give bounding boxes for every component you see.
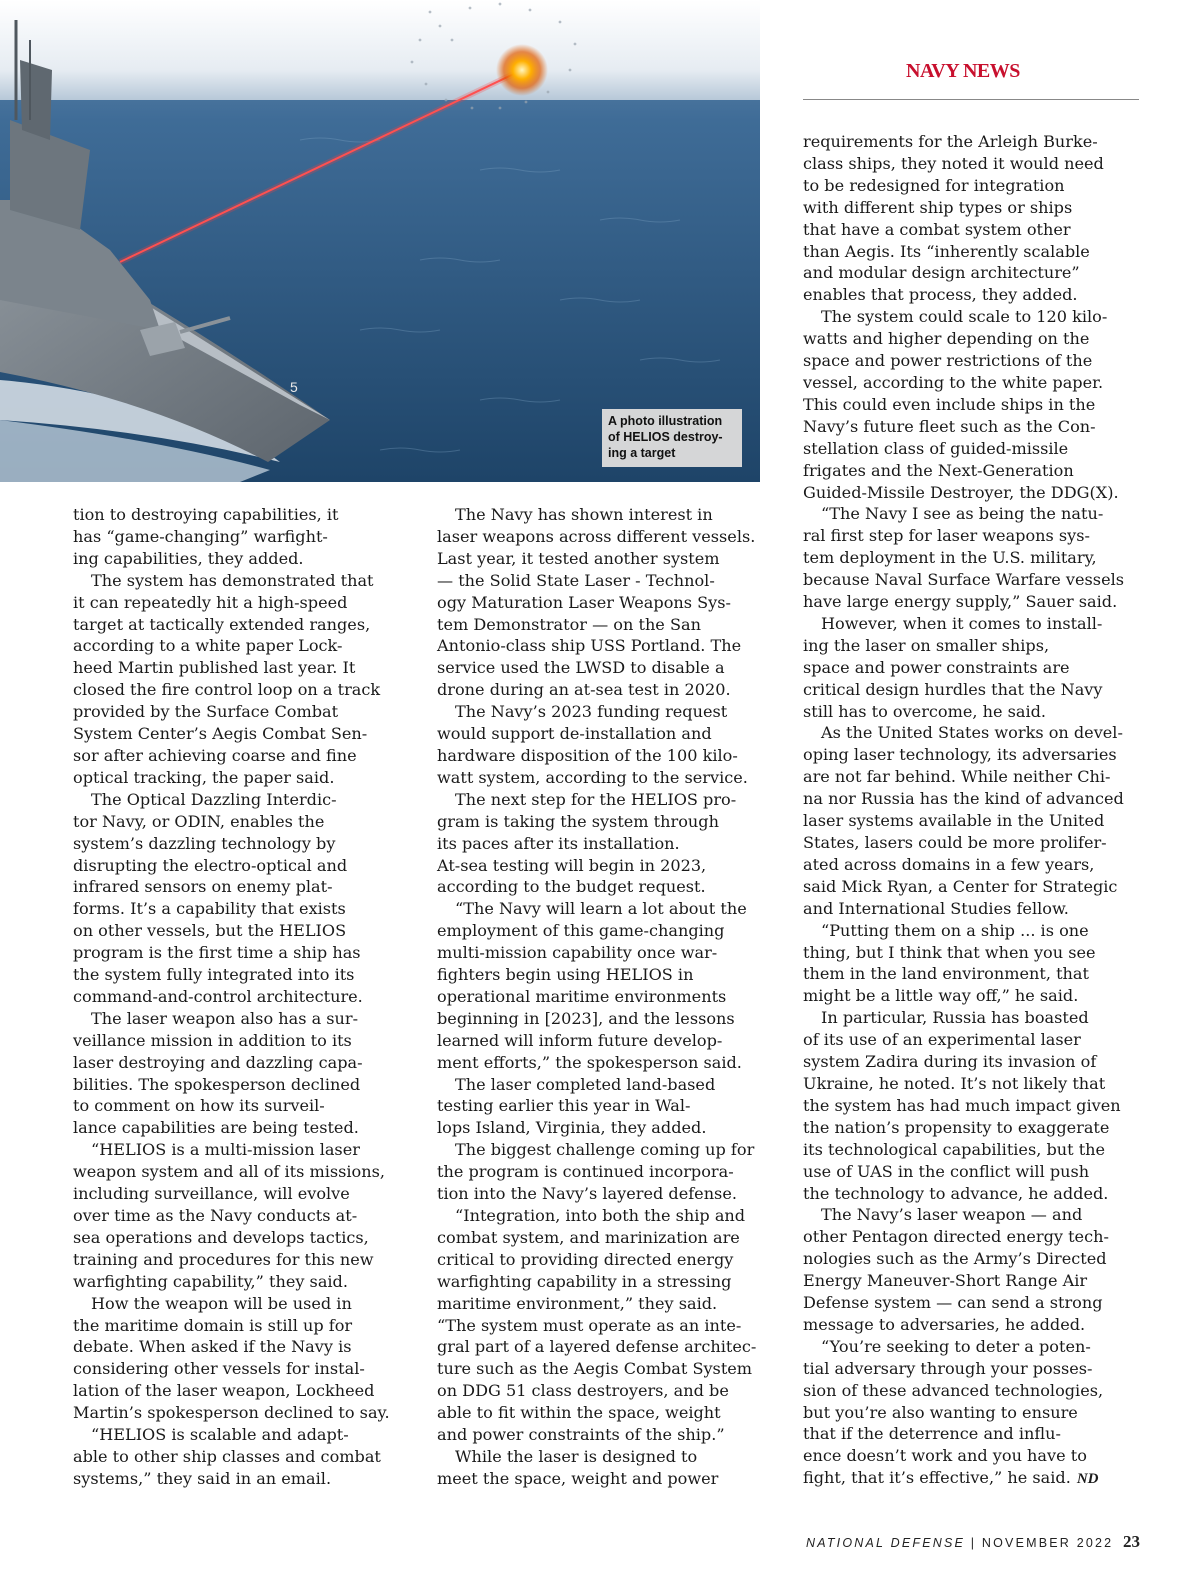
explosion	[496, 44, 548, 96]
paragraph: “HELIOS is a multi-mission laser weapon system and all of its missions, including surveillance, will evolve over time as the Navy conducts at- sea operations and develops tactics, training and procedures for this new warfighting capability,” they said.	[73, 1140, 385, 1291]
photo-caption	[602, 409, 742, 467]
paragraph: However, when it comes to install- ing the laser on smaller ships, space and power constraints are critical design hurdles that the Navy still has to overcome, he said.	[803, 613, 1103, 721]
paragraph: The biggest challenge coming up for the program is continued incorpora- tion into the Navy’s layered defense.	[437, 1140, 755, 1204]
section-divider	[803, 99, 1139, 100]
paragraph: The laser completed land-based testing earlier this year in Wal- lops Island, Virginia, they added.	[437, 1074, 716, 1138]
paragraph: The next step for the HELIOS pro- gram is taking the system through its paces after its installation. At-sea testing will begin in 2023, according to the budget request.	[437, 789, 737, 897]
hull-number: 5	[290, 379, 298, 395]
paragraph: requirements for the Arleigh Burke- class ships, they noted it would need to be redesigned for integration with different ship types or ships that have a combat system other than Aegis. Its “inherently scalable and modular design architecture” enables that process, they added.	[803, 132, 1104, 305]
paragraph-text: “You’re seeking to deter a poten- tial adversary through your posses- sion of these advanced technologies, but you’re also wanting to ensure that if the deterrence and influ- ence doesn’t work and you have to fight, that it’s effective,” he said.	[803, 1336, 1104, 1488]
page-number: 23	[1123, 1532, 1140, 1551]
paragraph: “The Navy I see as being the natu- ral first step for laser weapons sys- tem deployment in the U.S. military, because Naval Surface Warfare vessels have large energy supply,” Sauer said.	[803, 504, 1124, 612]
paragraph: While the laser is designed to meet the space, weight and power	[437, 1446, 719, 1488]
article-column-2	[437, 504, 782, 1490]
page-footer	[806, 1532, 1140, 1552]
paragraph: “Putting them on a ship ... is one thing, but I think that when you see them in the land environment, that might be a little way off,” he said.	[803, 920, 1096, 1006]
footer-separator: |	[970, 1536, 977, 1550]
caption-line-3: ing a target	[608, 446, 676, 460]
section-label: NAVY NEWS	[906, 60, 1020, 82]
caption-line-1: A photo illustration	[608, 414, 723, 428]
caption-line-2: of HELIOS destroy-	[608, 430, 723, 444]
publication-name: NATIONAL DEFENSE	[805, 1536, 966, 1550]
paragraph: The Navy has shown interest in laser weapons across different vessels. Last year, it tested another system — the Solid State Laser - Technol- ogy Maturation Laser Weapons Sys- tem Demonstrator — on the San Antonio-class ship USS Portland. The service used the LWSD to disable a drone during an at-sea test in 2020.	[437, 505, 756, 700]
end-mark: ND	[1076, 1471, 1099, 1488]
paragraph: The Navy’s 2023 funding request would support de-installation and hardware disposition of the 100 kilo- watt system, according to the service.	[437, 702, 748, 787]
paragraph: “HELIOS is scalable and adapt- able to other ship classes and combat systems,” they said in an email.	[73, 1425, 381, 1488]
paragraph: “Integration, into both the ship and combat system, and marinization are critical to providing directed energy warfighting capability in a stressing maritime environment,” they said. “The system must operate as an inte- gral part of a layered defense architec- ture such as the Aegis Combat System on DDG 51 class destroyers, and be able to fit within the space, weight and power constraints of the ship.”	[437, 1206, 757, 1445]
paragraph: The Navy’s laser weapon — and other Pentagon directed energy tech- nologies such as the Army’s Directed Energy Maneuver-Short Range Air Defense system — can send a strong message to adversaries, he added.	[803, 1205, 1109, 1334]
paragraph: As the United States works on devel- oping laser technology, its adversaries are not far behind. While neither Chi- na nor Russia has the kind of advanced laser systems available in the United States, lasers could be more prolifer- ated across domains in a few years, said Mick Ryan, a Center for Strategic and International Studies fellow.	[803, 723, 1124, 918]
paragraph: tion to destroying capabilities, it has “game-changing” warfight- ing capabilities, they added.	[73, 505, 339, 568]
paragraph: The system has demonstrated that it can repeatedly hit a high-speed target at tactically extended ranges, according to a white paper Lock- heed Martin published last year. It closed the fire control loop on a track provided by the Surface Combat System Center’s Aegis Combat Sen- sor after achieving coarse and fine optical tracking, the paper said.	[73, 570, 381, 787]
article-column-1	[73, 504, 418, 1490]
paragraph: The system could scale to 120 kilo- watts and higher depending on the space and power restrictions of the vessel, according to the white paper. This could even include ships in the Navy’s future fleet such as the Con- stellation class of guided-missile frigates and the Next-Generation Guided-Missile Destroyer, the DDG(X).	[803, 307, 1119, 502]
paragraph: How the weapon will be used in the maritime domain is still up for debate. When asked if the Navy is considering other vessels for instal- lation of the laser weapon, Lockheed Martin’s spokesperson declined to say.	[73, 1293, 390, 1423]
paragraph-last	[803, 1336, 1148, 1491]
paragraph: The Optical Dazzling Interdic- tor Navy, or ODIN, enables the system’s dazzling technology by disrupting the electro-optical and infrared sensors on enemy plat- forms. It’s a capability that exists on other vessels, but the HELIOS program is the first time a ship has the system fully integrated into its command-and-control architecture.	[73, 789, 363, 1006]
article-column-3	[803, 131, 1148, 1491]
paragraph: The laser weapon also has a sur- veillance mission in addition to its laser destroying and dazzling capa- bilities. The spokesperson declined to comment on how its surveil- lance capabilities are being tested.	[73, 1008, 363, 1138]
paragraph: “The Navy will learn a lot about the employment of this game-changing multi-mission capability once war- fighters begin using HELIOS in operational maritime environments beginning in [2023], and the lessons learned will inform future develop- ment efforts,” the spokesperson said.	[437, 899, 747, 1072]
issue-date: NOVEMBER 2022	[981, 1536, 1114, 1550]
paragraph: In particular, Russia has boasted of its use of an experimental laser system Zadira during its invasion of Ukraine, he noted. It’s not likely that the system has had much impact given the nation’s propensity to exaggerate its technological capabilities, but the use of UAS in the conflict will push the technology to advance, he added.	[803, 1008, 1121, 1203]
